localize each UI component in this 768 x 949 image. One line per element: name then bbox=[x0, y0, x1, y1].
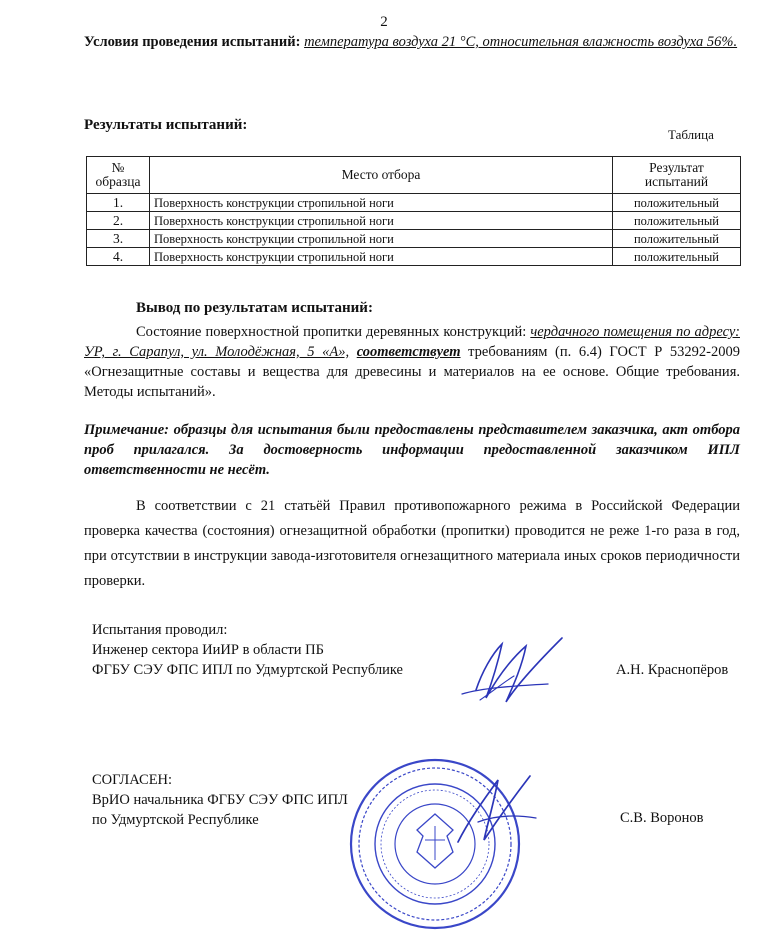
table-row bbox=[87, 194, 741, 212]
sampling-place: Поверхность конструкции стропильной ноги bbox=[150, 212, 613, 230]
sample-number: 1. bbox=[87, 194, 150, 212]
conclusion-part2: требованиям (п. 6.4) ГОСТ Р 53292-2009 «Огнезащитные составы и вещества для древесины и материалов на ее основе. Общие требования. Методы испытаний». bbox=[84, 344, 740, 400]
approval-name: С.В. Воронов bbox=[620, 810, 704, 826]
sampling-place: Поверхность конструкции стропильной ноги bbox=[150, 194, 613, 212]
sampling-place: Поверхность конструкции стропильной ноги bbox=[150, 230, 613, 248]
conclusion-title: Вывод по результатам испытаний: bbox=[136, 300, 373, 316]
table-row bbox=[87, 230, 741, 248]
sampling-place: Поверхность конструкции стропильной ноги bbox=[150, 248, 613, 266]
tester-block bbox=[92, 620, 403, 680]
approval-line-3: по Удмуртской Республике bbox=[92, 812, 259, 828]
approval-block bbox=[92, 770, 348, 830]
tester-line-2: Инженер сектора ИиИР в области ПБ bbox=[92, 642, 324, 658]
approval-line-1: СОГЛАСЕН: bbox=[92, 772, 173, 788]
results-title: Результаты испытаний: bbox=[84, 117, 248, 133]
table-header-row bbox=[87, 157, 741, 194]
tester-name: А.Н. Краснопёров bbox=[616, 662, 729, 678]
table-label: Таблица bbox=[668, 127, 714, 142]
conclusion-address: чердачного помещения по адресу: УР, г. Сарапул, ул. Молодёжная, 5 «А», bbox=[84, 324, 740, 360]
customer-note: Примечание: образцы для испытания были предоставлены представителем заказчика, акт отбора проб прилагался. За достоверность информации предоставленной заказчиком ИПЛ ответственности не несёт. bbox=[84, 422, 740, 478]
approver-signature-icon bbox=[438, 762, 548, 872]
fire-regime-paragraph: В соответствии с 21 статьёй Правил противопожарного режима в Российской Федерации проверка качества (состояния) огнезащитной обработки (пропитки) проводится не реже 1-го раза в год, при отсутствии в инструкции завода-изготовителя огнезащитного материала иных сроков периодичности проверки. bbox=[84, 498, 740, 589]
test-conditions bbox=[84, 33, 740, 51]
tester-signature-icon bbox=[452, 632, 582, 712]
header-test-result: Результат испытаний bbox=[613, 157, 741, 194]
sample-number: 3. bbox=[87, 230, 150, 248]
header-sample-number: № образца bbox=[87, 157, 150, 194]
tester-line-3: ФГБУ СЭУ ФПС ИПЛ по Удмуртской Республике bbox=[92, 662, 403, 678]
header-sampling-place: Место отбора bbox=[150, 157, 613, 194]
test-conditions-label: Условия проведения испытаний: bbox=[84, 34, 301, 50]
conclusion-conforms: соответствует bbox=[356, 344, 461, 360]
conclusion-part1: Состояние поверхностной пропитки деревянных конструкций: bbox=[136, 324, 527, 340]
sample-number: 2. bbox=[87, 212, 150, 230]
test-result: положительный bbox=[613, 194, 741, 212]
table-row bbox=[87, 248, 741, 266]
test-result: положительный bbox=[613, 230, 741, 248]
test-result: положительный bbox=[613, 212, 741, 230]
page-number: 2 bbox=[380, 14, 388, 30]
test-conditions-value: температура воздуха 21 °С, относительная влажность воздуха 56%. bbox=[304, 34, 738, 50]
approval-line-2: ВрИО начальника ФГБУ СЭУ ФПС ИПЛ bbox=[92, 792, 348, 808]
table-row bbox=[87, 212, 741, 230]
test-result: положительный bbox=[613, 248, 741, 266]
conclusion-text bbox=[84, 322, 740, 402]
tester-line-1: Испытания проводил: bbox=[92, 622, 228, 638]
results-table bbox=[86, 156, 741, 266]
sample-number: 4. bbox=[87, 248, 150, 266]
